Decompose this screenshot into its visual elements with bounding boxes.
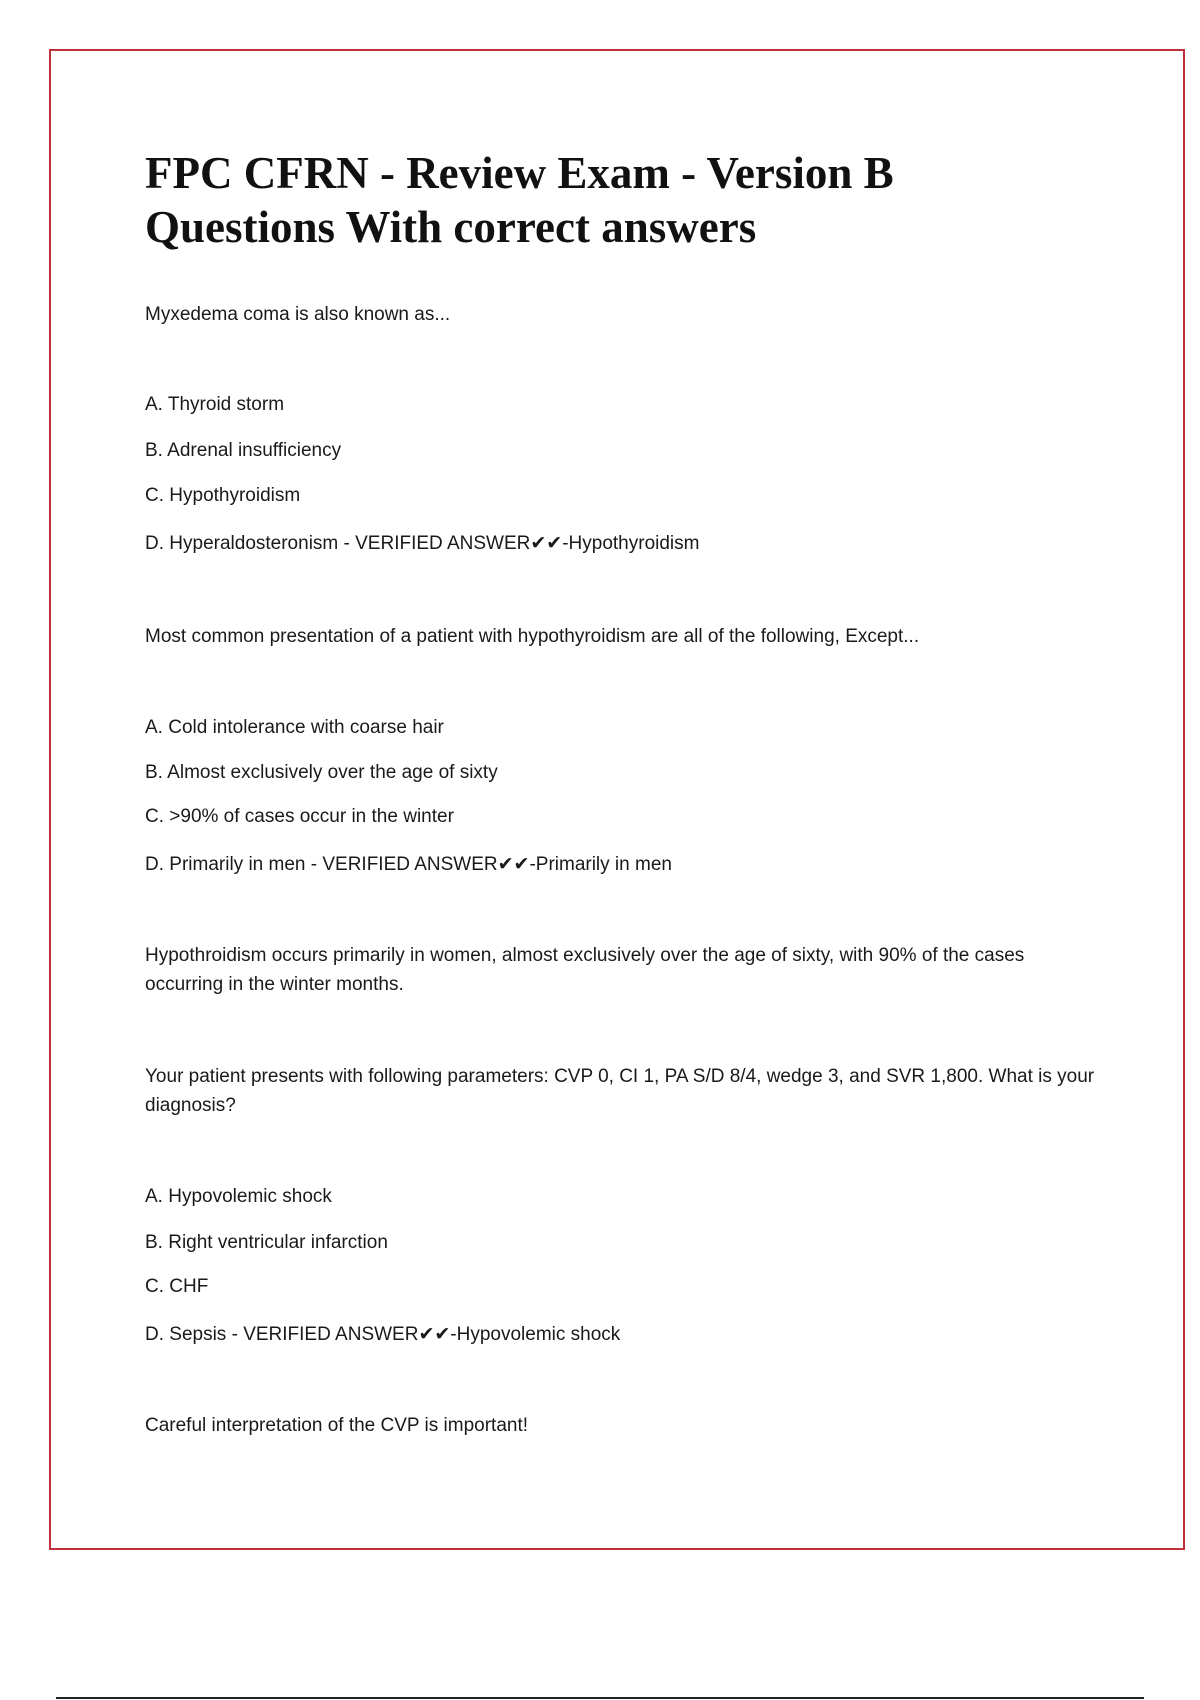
question-1-option-c: C. Hypothyroidism: [145, 485, 301, 506]
question-2-text: Most common presentation of a patient with hypothyroidism are all of the following, Except...: [145, 626, 920, 647]
question-2-option-d-answer: D. Primarily in men - VERIFIED ANSWER✔✔-Primarily in men: [145, 854, 672, 875]
question-2-option-c: C. >90% of cases occur in the winter: [145, 806, 454, 827]
question-3-option-b: B. Right ventricular infarction: [145, 1232, 388, 1253]
question-2-option-a: A. Cold intolerance with coarse hair: [145, 717, 444, 738]
question-1-option-d-answer: D. Hyperaldosteronism - VERIFIED ANSWER✔✔-Hypothyroidism: [145, 533, 700, 554]
question-2-option-b: B. Almost exclusively over the age of sixty: [145, 762, 498, 783]
question-3-option-a: A. Hypovolemic shock: [145, 1186, 332, 1207]
question-1-option-b: B. Adrenal insufficiency: [145, 440, 342, 461]
document-title: FPC CFRN - Review Exam - Version B Questions With correct answers: [145, 148, 894, 252]
question-3-explanation: Careful interpretation of the CVP is important!: [145, 1415, 529, 1436]
page-divider: [56, 1697, 1144, 1699]
question-3-option-c: C. CHF: [145, 1276, 209, 1297]
question-1-text: Myxedema coma is also known as...: [145, 304, 451, 325]
question-3-text: Your patient presents with following parameters: CVP 0, CI 1, PA S/D 8/4, wedge 3, and SVR 1,800. What is your diagnosis?: [145, 1066, 1095, 1116]
question-2-explanation: Hypothroidism occurs primarily in women, almost exclusively over the age of sixty, with 90% of the cases occurring in the winter months.: [145, 945, 1025, 995]
question-3-option-d-answer: D. Sepsis - VERIFIED ANSWER✔✔-Hypovolemic shock: [145, 1324, 621, 1345]
question-1-option-a: A. Thyroid storm: [145, 394, 285, 415]
